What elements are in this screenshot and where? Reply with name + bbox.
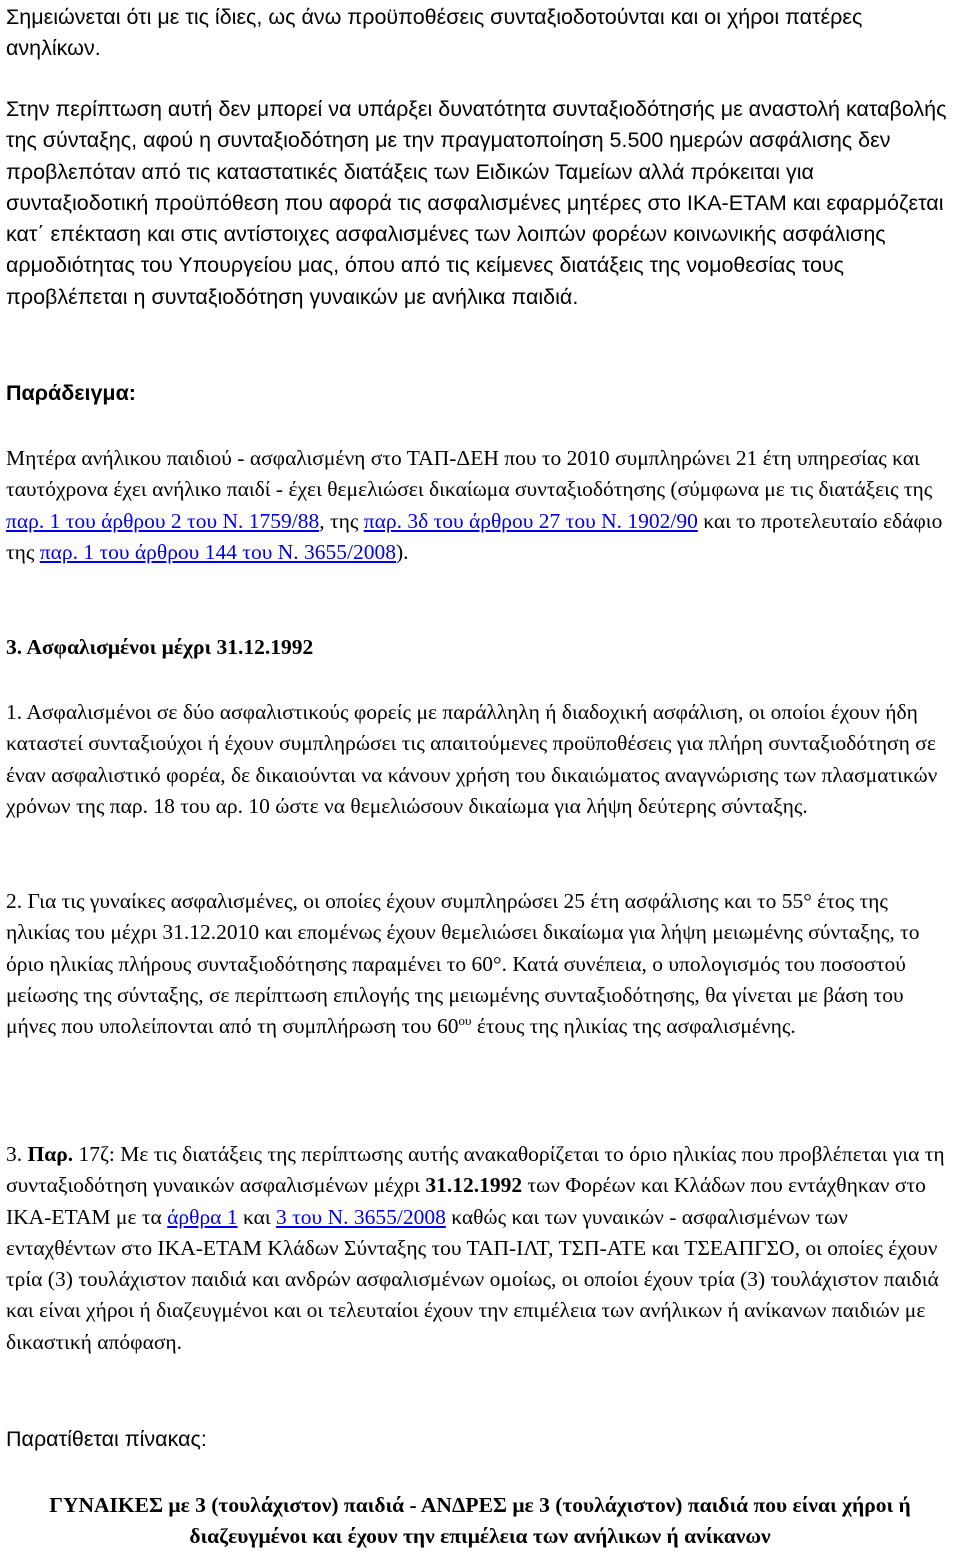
item-3-bold-date: 31.12.1992 xyxy=(425,1173,523,1198)
example-heading-text: Παράδειγμα: xyxy=(6,381,136,405)
item-1-paragraph xyxy=(6,697,954,822)
example-heading xyxy=(6,378,954,409)
table-title-text: ΓΥΝΑΙΚΕΣ με 3 (τουλάχιστον) παιδιά - ΑΝΔΡΕΣ με 3 (τουλάχιστον) παιδιά που είναι χήροι ή διαζευγμένοι και έχουν την επιμέλεια των ανήλικων ή ανίκανων xyxy=(49,1493,911,1549)
explanation-text: Στην περίπτωση αυτή δεν μπορεί να υπάρξει δυνατότητα συνταξιοδότησής με αναστολή καταβολής της σύνταξης, αφού η συνταξιοδότηση με την πραγματοποίηση 5.500 ημερών ασφάλισης δεν προβλεπόταν από τις καταστατικές διατάξεις των Ειδικών Ταμείων αλλά πρόκειται για συνταξιοδοτική προϋπόθεση που αφορά τις ασφαλισμένες μητέρες στο ΙΚΑ-ΕΤΑΜ και εφαρμόζεται κατ΄ επέκταση και στις αντίστοιχες ασφαλισμένες των λοιπών φορέων κοινωνικής ασφάλισης αρμοδιότητας του Υπουργείου μας, όπου από τις κείμενες διατάξεις της νομοθεσίας τους προβλέπεται η συνταξιοδότηση γυναικών με ανήλικα παιδιά. xyxy=(6,97,947,309)
law-link-1902-90[interactable]: παρ. 3δ του άρθρου 27 του Ν. 1902/90 xyxy=(363,508,698,533)
section-3-heading-text: 3. Ασφαλισμένοι μέχρι 31.12.1992 xyxy=(6,635,314,659)
example-paragraph xyxy=(6,443,954,568)
table-title xyxy=(6,1490,954,1553)
law-link-article-1[interactable]: άρθρα 1 xyxy=(167,1204,238,1229)
law-link-1759-88[interactable]: παρ. 1 του άρθρου 2 του Ν. 1759/88 xyxy=(6,508,320,533)
table-intro-text: Παρατίθεται πίνακας: xyxy=(6,1427,207,1451)
section-3-heading xyxy=(6,632,954,663)
law-link-3655-2008[interactable]: παρ. 1 του άρθρου 144 του Ν. 3655/2008 xyxy=(39,539,396,564)
note-paragraph xyxy=(6,2,954,65)
example-text-1: Μητέρα ανήλικου παιδιού - ασφαλισμένη στο ΤΑΠ-ΔΕΗ που το 2010 συμπληρώνει 21 έτη υπηρεσίας και ταυτόχρονα έχει ανήλικο παιδί - έχει θεμελιώσει δικαίωμα συνταξιοδότησης (σύμφωνα με τις διατάξεις της xyxy=(6,446,933,502)
item-2-text-2: έτους της ηλικίας της ασφαλισμένης. xyxy=(471,1014,796,1039)
item-3-text-2: 17ζ: Με τις διατάξεις της περίπτωσης αυτής ανακαθορίζεται το όριο ηλικίας που προβλέπεται για τη συνταξιοδότηση γυναικών ασφαλισμένων μέχρι xyxy=(6,1142,945,1198)
item-3-text-4: και xyxy=(237,1204,277,1229)
item-3-text-3: των Φορέων και Κλάδων που εντάχθηκαν στο ΙΚΑ-ΕΤΑΜ με τα xyxy=(6,1173,926,1229)
item-2-text-1: 2. Για τις γυναίκες ασφαλισμένες, οι οποίες έχουν συμπληρώσει 25 έτη ασφάλισης και το 55° έτος της ηλικίας του μέχρι 31.12.2010 και επομένως έχουν θεμελιώσει δικαίωμα για λήψη μειωμένης σύνταξης, το όριο ηλικίας πλήρους συνταξιοδότησης παραμένει το 60°. Κατά συνέπεια, ο υπολογισμός του ποσοστού μείωσης της σύνταξης, σε περίπτωση επιλογής της μειωμένης συνταξιοδότησης, θα γίνεται με βάση του μήνες που υπολείπονται από τη συμπλήρωση του 60 xyxy=(6,889,920,1039)
example-text-4: ). xyxy=(396,539,409,564)
item-3-paragraph xyxy=(6,1139,954,1358)
item-2-paragraph xyxy=(6,886,954,1042)
table-intro xyxy=(6,1424,954,1455)
law-link-article-3-3655-2008[interactable]: 3 του Ν. 3655/2008 xyxy=(276,1204,446,1229)
note-text: Σημειώνεται ότι με τις ίδιες, ως άνω προϋποθέσεις συνταξιοδοτούνται και οι χήροι πατέρες ανηλίκων. xyxy=(6,5,863,61)
item-3-text-1: 3. xyxy=(6,1142,28,1166)
item-1-text: 1. Ασφαλισμένοι σε δύο ασφαλιστικούς φορείς με παράλληλη ή διαδοχική ασφάλιση, οι οποίοι έχουν ήδη καταστεί συνταξιούχοι ή έχουν συμπληρώσει τις απαιτούμενες προϋποθέσεις για πλήρη συνταξιοδότηση σε έναν ασφαλιστικό φορέα, δε δικαιούνται να κάνουν χρήση του δικαιώματος αναγνώρισης των πλασματικών χρόνων της παρ. 18 του αρ. 10 ώστε να θεμελιώσουν δικαίωμα για λήψη δεύτερης σύνταξης. xyxy=(6,700,938,818)
example-text-2: , της xyxy=(319,508,364,533)
example-text-3: και το προτελευταίο εδάφιο της xyxy=(6,508,943,564)
ordinal-superscript: ου xyxy=(458,1013,472,1029)
explanation-paragraph xyxy=(6,94,954,313)
item-3-text-5: καθώς και των γυναικών - ασφαλισμένων των ενταχθέντων στο ΙΚΑ-ΕΤΑΜ Κλάδων Σύνταξης του ΤΑΠ-ΙΛΤ, ΤΣΠ-ΑΤΕ και ΤΣΕΑΠΓΣΟ, οι οποίες έχουν τρία (3) τουλάχιστον παιδιά και ανδρών ασφαλισμένων ομοίως, οι οποίοι έχουν τρία (3) τουλάχιστον παιδιά και είναι χήροι ή διαζευγμένοι και οι τελευταίοι έχουν την επιμέλεια των ανήλικων ή ανίκανων παιδιών με δικαστική απόφαση. xyxy=(6,1204,939,1354)
item-3-bold-par: Παρ. xyxy=(27,1142,74,1166)
